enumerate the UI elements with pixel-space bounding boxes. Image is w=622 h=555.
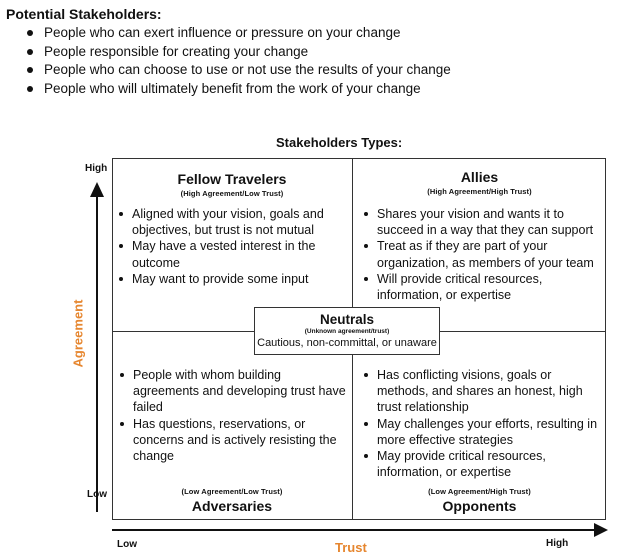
list-item: May want to provide some input <box>116 271 338 287</box>
list-item: Shares your vision and wants it to succeed in a way that they can support <box>361 206 603 238</box>
y-axis-arrowhead <box>90 182 104 197</box>
x-axis-high: High <box>546 538 569 549</box>
stakeholders-heading: Potential Stakeholders: <box>6 6 162 22</box>
list-item: May have a vested interest in the outcome <box>116 238 338 270</box>
list-item: Has questions, reservations, or concerns and is actively resisting the change <box>117 416 347 465</box>
fellow-travelers-title: Fellow Travelers <box>177 171 287 187</box>
list-item: Has conflicting visions, goals or methods, and shares an honest, high trust relationship <box>361 367 603 416</box>
list-item: Aligned with your vision, goals and objectives, but trust is not mutual <box>116 206 338 238</box>
x-axis-low: Low <box>117 539 137 550</box>
list-item: People with whom building agreements and developing trust have failed <box>117 367 347 416</box>
list-item: People who can exert influence or pressure on your change <box>24 24 451 43</box>
opponents-title: Opponents <box>442 498 517 514</box>
y-axis-label: Agreement <box>70 299 86 368</box>
list-item: May provide critical resources, information, or expertise <box>361 448 603 480</box>
adversaries-title: Adversaries <box>191 498 273 514</box>
x-axis-label: Trust <box>335 540 367 555</box>
y-axis-high: High <box>85 163 108 174</box>
list-item: People who can choose to use or not use the results of your change <box>24 61 451 80</box>
neutrals-subtitle: (Unknown agreement/trust) <box>304 328 390 335</box>
allies-title: Allies <box>460 169 499 185</box>
adversaries-subtitle: (Low Agreement/Low Trust) <box>181 487 283 496</box>
list-item: May challenges your efforts, resulting in more effective strategies <box>361 416 603 448</box>
allies-subtitle: (High Agreement/High Trust) <box>427 187 532 196</box>
neutrals-title: Neutrals <box>319 312 375 327</box>
x-axis-arrowhead <box>594 523 608 537</box>
list-item: Treat as if they are part of your organization, as members of your team <box>361 238 603 270</box>
opponents-subtitle: (Low Agreement/High Trust) <box>428 487 531 496</box>
list-item: People responsible for creating your change <box>24 43 451 62</box>
y-axis-low: Low <box>87 489 107 500</box>
diagram-title: Stakeholders Types: <box>276 135 403 150</box>
neutrals-description: Cautious, non-committal, or unaware <box>257 337 437 349</box>
list-item: Will provide critical resources, information, or expertise <box>361 271 603 303</box>
fellow-travelers-subtitle: (High Agreement/Low Trust) <box>180 189 284 198</box>
list-item: People who will ultimately benefit from the work of your change <box>24 80 451 99</box>
